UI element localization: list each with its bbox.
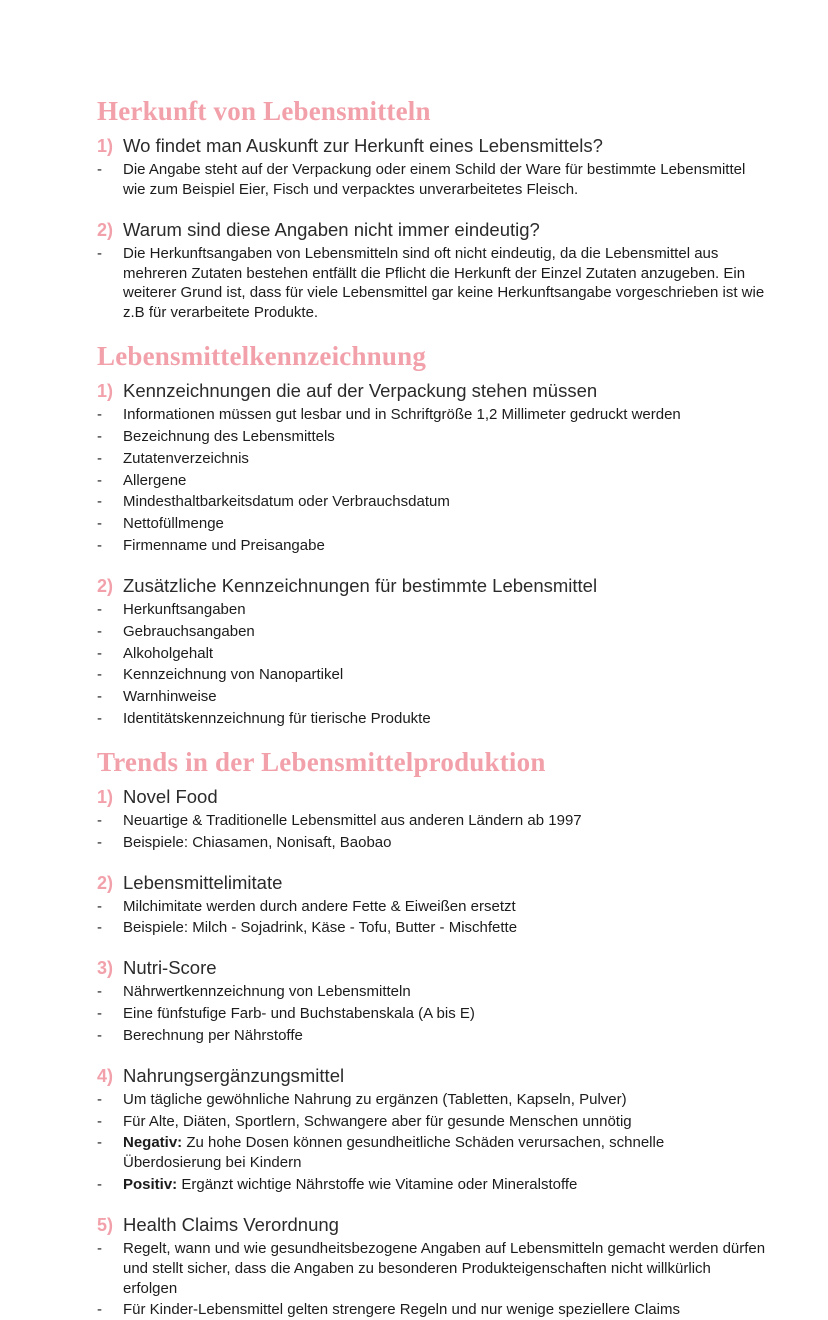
bullet-item <box>97 1175 766 1195</box>
question-text: Novel Food <box>123 785 218 807</box>
bullet-item <box>97 1239 766 1298</box>
bullet-text-rest: Ergänzt wichtige Nährstoffe wie Vitamine oder Mineralstoffe <box>177 1176 578 1194</box>
bullet-list <box>97 982 766 1045</box>
question-text: Zusätzliche Kennzeichnungen für bestimmte Lebensmittel <box>123 574 598 596</box>
bullet-dash: - <box>97 1301 102 1319</box>
bullet-text: Beispiele: Milch - Sojadrink, Käse - Tofu, Butter - Mischfette <box>123 919 518 937</box>
section-title: Lebensmittelkennzeichnung <box>97 341 427 372</box>
bullet-text: Nettofüllmenge <box>123 515 224 533</box>
bullet-list <box>97 811 766 853</box>
bullet-dash: - <box>97 919 102 937</box>
question-number: 5) <box>97 1214 114 1235</box>
question-number: 1) <box>97 381 114 402</box>
question-block <box>97 379 766 556</box>
bullet-list <box>97 1090 766 1195</box>
bullet-text: Um tägliche gewöhnliche Nahrung zu ergänzen (Tabletten, Kapseln, Pulver) <box>123 1090 627 1108</box>
bullet-text: Warnhinweise <box>123 688 217 706</box>
question-line <box>97 1064 766 1087</box>
bullet-item <box>97 1133 766 1173</box>
question-line <box>97 218 766 241</box>
bullet-dash: - <box>97 833 102 851</box>
bullet-text: Allergene <box>123 471 187 489</box>
bullet-item <box>97 514 766 534</box>
question-line <box>97 574 766 597</box>
bullet-text: Informationen müssen gut lesbar und in Schriftgröße 1,2 Millimeter gedruckt werden <box>123 406 681 424</box>
bullet-text: Regelt, wann und wie gesundheitsbezogene Angaben auf Lebensmitteln gemacht werden dürfen und stellt sicher, dass die Angaben zu besonderen Produkteigenschaften nicht willkürlich erfolgen <box>123 1239 766 1297</box>
bullet-text: Eine fünfstufige Farb- und Buchstabenskala (A bis E) <box>123 1005 475 1023</box>
bullet-dash: - <box>97 897 102 915</box>
bullet-item <box>97 897 766 917</box>
bullet-item <box>97 160 766 200</box>
bullet-text: Gebrauchsangaben <box>123 622 255 640</box>
bullet-text: Neuartige & Traditionelle Lebensmittel aus anderen Ländern ab 1997 <box>123 811 582 829</box>
bullet-item <box>97 982 766 1002</box>
bullet-dash: - <box>97 644 102 662</box>
bullet-dash: - <box>97 515 102 533</box>
question-block <box>97 574 766 729</box>
question-line <box>97 1213 766 1236</box>
bullet-dash: - <box>97 406 102 424</box>
bullet-dash: - <box>97 709 102 727</box>
bullet-text: Mindesthaltbarkeitsdatum oder Verbrauchsdatum <box>123 493 450 511</box>
bullet-text: Die Angabe steht auf der Verpackung oder einem Schild der Ware für bestimmte Lebensmittel wie zum Beispiel Eier, Fisch und verpacktes unverarbeitetes Fleisch. <box>123 161 746 198</box>
question-block <box>97 134 766 200</box>
bullet-item <box>97 622 766 642</box>
bullet-dash: - <box>97 1090 102 1108</box>
question-block <box>97 218 766 323</box>
question-text: Lebensmittelimitate <box>123 871 283 893</box>
bullet-item <box>97 811 766 831</box>
bullet-item <box>97 536 766 556</box>
question-block <box>97 785 766 853</box>
bullet-item <box>97 449 766 469</box>
bullet-dash: - <box>97 1134 102 1152</box>
question-number: 3) <box>97 958 114 979</box>
section <box>97 96 766 323</box>
bullet-dash: - <box>97 449 102 467</box>
bullet-item <box>97 1300 766 1320</box>
question-number: 2) <box>97 872 114 893</box>
bullet-dash: - <box>97 493 102 511</box>
bullet-text: Für Kinder-Lebensmittel gelten strengere Regeln und nur wenige speziellere Claims <box>123 1301 680 1319</box>
bullet-list <box>97 897 766 939</box>
question-text: Nahrungsergänzungsmittel <box>123 1064 345 1086</box>
bullet-text: Berechnung per Nährstoffe <box>123 1026 303 1044</box>
bullet-item <box>97 244 766 323</box>
bullet-list <box>97 160 766 200</box>
section-title: Trends in der Lebensmittelproduktion <box>97 746 546 777</box>
bullet-text: Zutatenverzeichnis <box>123 449 249 467</box>
question-block <box>97 1064 766 1195</box>
bullet-list <box>97 600 766 729</box>
bullet-item <box>97 665 766 685</box>
bullet-dash: - <box>97 471 102 489</box>
question-number: 1) <box>97 136 114 157</box>
bullet-item <box>97 833 766 853</box>
bullet-bold-label: Positiv: <box>123 1176 178 1194</box>
question-number: 2) <box>97 219 114 240</box>
bullet-dash: - <box>97 688 102 706</box>
bullet-text: Bezeichnung des Lebensmittels <box>123 428 335 446</box>
bullet-item <box>97 1026 766 1046</box>
bullet-text: Kennzeichnung von Nanopartikel <box>123 666 344 684</box>
bullet-item <box>97 918 766 938</box>
bullet-dash: - <box>97 244 102 262</box>
bullet-item <box>97 709 766 729</box>
bullet-text: Nährwertkennzeichnung von Lebensmitteln <box>123 983 411 1001</box>
question-text: Nutri-Score <box>123 957 217 979</box>
question-block <box>97 1213 766 1320</box>
bullet-text: Milchimitate werden durch andere Fette & Eiweißen ersetzt <box>123 897 516 915</box>
bullet-dash: - <box>97 600 102 618</box>
bullet-item <box>97 471 766 491</box>
bullet-text: Die Herkunftsangaben von Lebensmitteln sind oft nicht eindeutig, da die Lebensmittel aus mehreren Zutaten bestehen entfällt die Pflicht die Herkunft der Einzel Zutaten anzugeben. Ein weiterer Grund ist, dass für viele Lebensmittel gar keine Herkunftsangabe vorgeschrieben ist wie z.B für verarbeitete Produkte. <box>123 244 765 322</box>
bullet-item <box>97 427 766 447</box>
question-text: Health Claims Verordnung <box>123 1213 339 1235</box>
bullet-text <box>123 1133 766 1173</box>
question-block <box>97 956 766 1046</box>
bullet-dash: - <box>97 428 102 446</box>
question-line <box>97 956 766 979</box>
bullet-text: Identitätskennzeichnung für tierische Produkte <box>123 709 431 727</box>
question-block <box>97 871 766 939</box>
question-text: Kennzeichnungen die auf der Verpackung stehen müssen <box>123 380 598 402</box>
bullet-dash: - <box>97 1026 102 1044</box>
section-title: Herkunft von Lebensmitteln <box>97 96 431 126</box>
bullet-text: Alkoholgehalt <box>123 644 214 662</box>
question-number: 1) <box>97 786 114 807</box>
bullet-item <box>97 405 766 425</box>
bullet-dash: - <box>97 666 102 684</box>
bullet-dash: - <box>97 983 102 1001</box>
bullet-dash: - <box>97 1176 102 1194</box>
bullet-dash: - <box>97 622 102 640</box>
bullet-dash: - <box>97 537 102 555</box>
bullet-text: Für Alte, Diäten, Sportlern, Schwangere aber für gesunde Menschen unnötig <box>123 1112 632 1130</box>
question-text: Warum sind diese Angaben nicht immer eindeutig? <box>123 218 540 240</box>
bullet-item <box>97 1004 766 1024</box>
bullet-list <box>97 244 766 323</box>
question-line <box>97 134 766 157</box>
bullet-item <box>97 1112 766 1132</box>
bullet-dash: - <box>97 1005 102 1023</box>
bullet-dash: - <box>97 811 102 829</box>
question-text: Wo findet man Auskunft zur Herkunft eines Lebensmittels? <box>123 135 603 157</box>
question-number: 4) <box>97 1065 114 1086</box>
bullet-dash: - <box>97 1112 102 1130</box>
bullet-list <box>97 405 766 556</box>
bullet-item <box>97 492 766 512</box>
question-line <box>97 871 766 894</box>
bullet-item <box>97 644 766 664</box>
bullet-bold-label: Negativ: <box>123 1134 183 1152</box>
bullet-text: Herkunftsangaben <box>123 600 246 618</box>
bullet-text: Firmenname und Preisangabe <box>123 537 325 555</box>
bullet-dash: - <box>97 1239 102 1257</box>
bullet-list <box>97 1239 766 1320</box>
question-number: 2) <box>97 575 114 596</box>
bullet-text-rest: Zu hohe Dosen können gesundheitliche Schäden verursachen, schnelle Überdosierung bei Kindern <box>123 1134 665 1172</box>
bullet-item <box>97 687 766 707</box>
question-line <box>97 785 766 808</box>
bullet-text: Beispiele: Chiasamen, Nonisaft, Baobao <box>123 833 392 851</box>
section <box>97 747 766 1320</box>
bullet-item <box>97 1090 766 1110</box>
bullet-dash: - <box>97 161 102 179</box>
bullet-text <box>123 1175 766 1195</box>
bullet-item <box>97 600 766 620</box>
section <box>97 341 766 729</box>
question-line <box>97 379 766 402</box>
